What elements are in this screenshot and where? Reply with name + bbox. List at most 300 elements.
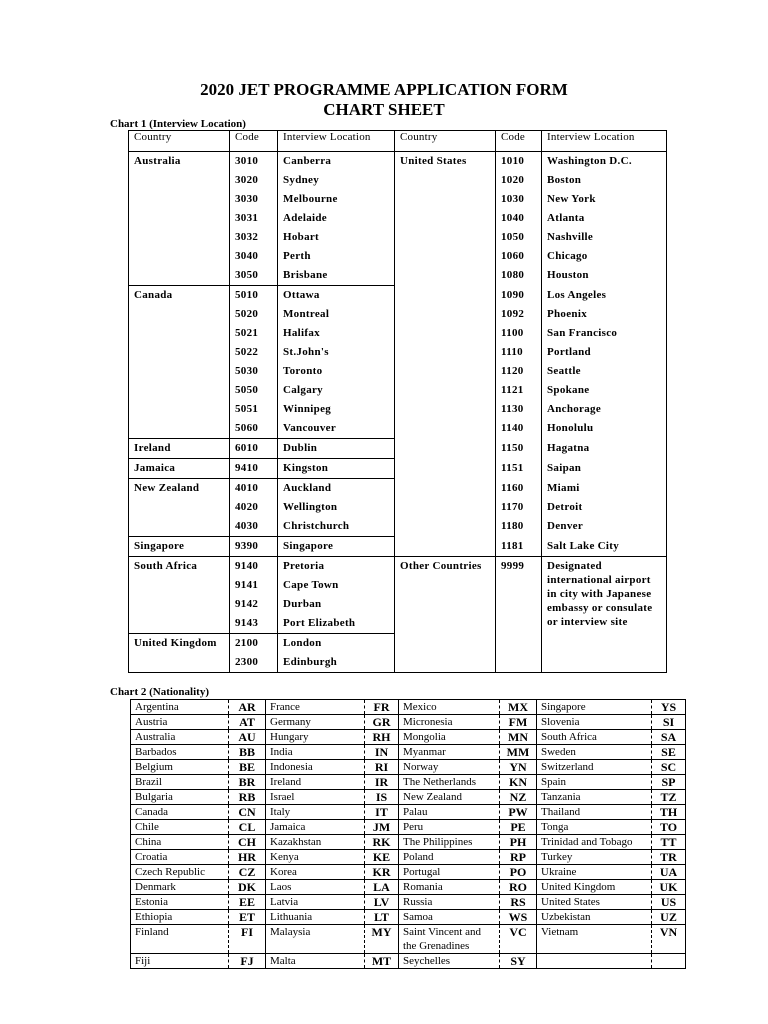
location-code: 3050: [230, 266, 278, 286]
location-code: 1020: [496, 171, 542, 190]
location-country: New Zealand: [129, 479, 230, 499]
nationality-country: Sweden: [537, 745, 652, 760]
location-country: [395, 537, 496, 557]
nationality-code: RK: [365, 835, 399, 850]
location-code: 1130: [496, 400, 542, 419]
location-country: Ireland: [129, 439, 230, 459]
location-code: 3010: [230, 152, 278, 172]
location-code: 5020: [230, 305, 278, 324]
nationality-code: FR: [365, 700, 399, 715]
nationality-code: BB: [229, 745, 266, 760]
location-code: 3020: [230, 171, 278, 190]
nationality-country: Poland: [399, 850, 500, 865]
nationality-country: Ukraine: [537, 865, 652, 880]
location-code: 1050: [496, 228, 542, 247]
nationality-code: PE: [500, 820, 537, 835]
nationality-code: SE: [652, 745, 686, 760]
location-code: 9142: [230, 595, 278, 614]
chart1-row: [129, 209, 667, 228]
nationality-country: Mexico: [399, 700, 500, 715]
nationality-code: LT: [365, 910, 399, 925]
location-code: 1170: [496, 498, 542, 517]
location-country: [395, 247, 496, 266]
nationality-country: Ireland: [266, 775, 365, 790]
location-city: Nashville: [542, 228, 667, 247]
nationality-country: Singapore: [537, 700, 652, 715]
location-country: [395, 324, 496, 343]
nationality-code: SP: [652, 775, 686, 790]
chart1-row: [129, 439, 667, 459]
nationality-country: Denmark: [131, 880, 229, 895]
nationality-country: Argentina: [131, 700, 229, 715]
location-country: [129, 498, 230, 517]
nationality-code: DK: [229, 880, 266, 895]
nationality-code: IT: [365, 805, 399, 820]
location-city: Houston: [542, 266, 667, 286]
chart1-row: [129, 228, 667, 247]
nationality-country: Portugal: [399, 865, 500, 880]
nationality-country: Israel: [266, 790, 365, 805]
nationality-code: UZ: [652, 910, 686, 925]
nationality-row: [131, 820, 686, 835]
location-city: New York: [542, 190, 667, 209]
nationality-code: EE: [229, 895, 266, 910]
nationality-country: Austria: [131, 715, 229, 730]
location-country: Singapore: [129, 537, 230, 557]
location-country: Canada: [129, 286, 230, 306]
location-country: [129, 228, 230, 247]
nationality-code: FI: [229, 925, 266, 954]
location-country: [395, 381, 496, 400]
location-code: 4030: [230, 517, 278, 537]
nationality-code: VN: [652, 925, 686, 954]
location-country: [395, 171, 496, 190]
chart1-row: [129, 381, 667, 400]
location-country: United States: [395, 152, 496, 172]
nationality-code: RO: [500, 880, 537, 895]
location-city: Boston: [542, 171, 667, 190]
nationality-country: France: [266, 700, 365, 715]
nationality-country: New Zealand: [399, 790, 500, 805]
location-code: 2100: [230, 634, 278, 654]
location-code: 3031: [230, 209, 278, 228]
nationality-country: Spain: [537, 775, 652, 790]
nationality-country: India: [266, 745, 365, 760]
nationality-row: [131, 745, 686, 760]
location-code: 3040: [230, 247, 278, 266]
nationality-code: TH: [652, 805, 686, 820]
nationality-country: Vietnam: [537, 925, 652, 954]
location-code: 5010: [230, 286, 278, 306]
location-country: [129, 576, 230, 595]
location-city: Auckland: [278, 479, 395, 499]
location-country: [395, 305, 496, 324]
nationality-code: VC: [500, 925, 537, 954]
location-country: [395, 286, 496, 306]
nationality-country: South Africa: [537, 730, 652, 745]
nationality-country: Italy: [266, 805, 365, 820]
chart1-row: [129, 419, 667, 439]
location-city: Wellington: [278, 498, 395, 517]
nationality-code: PW: [500, 805, 537, 820]
location-code: 1060: [496, 247, 542, 266]
nationality-code: GR: [365, 715, 399, 730]
location-city: Portland: [542, 343, 667, 362]
nationality-row: [131, 865, 686, 880]
chart1-row: [129, 362, 667, 381]
nationality-code: KE: [365, 850, 399, 865]
location-code: 9140: [230, 557, 278, 577]
nationality-code: BR: [229, 775, 266, 790]
location-code: 5030: [230, 362, 278, 381]
location-country: [395, 517, 496, 537]
nationality-code: BE: [229, 760, 266, 775]
nationality-code: MT: [365, 954, 399, 969]
nationality-country: Myanmar: [399, 745, 500, 760]
location-city: Anchorage: [542, 400, 667, 419]
location-country: [395, 209, 496, 228]
nationality-country: The Netherlands: [399, 775, 500, 790]
location-code: 4020: [230, 498, 278, 517]
location-city: Ottawa: [278, 286, 395, 306]
location-country: [129, 381, 230, 400]
nationality-code: RI: [365, 760, 399, 775]
location-country: [395, 343, 496, 362]
nationality-code: IR: [365, 775, 399, 790]
location-code: 9390: [230, 537, 278, 557]
nationality-country: Hungary: [266, 730, 365, 745]
nationality-code: TT: [652, 835, 686, 850]
nationality-code: WS: [500, 910, 537, 925]
nationality-country: Australia: [131, 730, 229, 745]
chart1-row: [129, 557, 667, 577]
nationality-code: SA: [652, 730, 686, 745]
nationality-code: AT: [229, 715, 266, 730]
chart1-row: [129, 498, 667, 517]
location-country: [129, 419, 230, 439]
nationality-country: Barbados: [131, 745, 229, 760]
nationality-code: RS: [500, 895, 537, 910]
nationality-country: Malta: [266, 954, 365, 969]
location-city: St.John's: [278, 343, 395, 362]
nationality-code: PO: [500, 865, 537, 880]
chart1-row: [129, 247, 667, 266]
nationality-country: Indonesia: [266, 760, 365, 775]
nationality-country: Korea: [266, 865, 365, 880]
nationality-code: CL: [229, 820, 266, 835]
nationality-country: Latvia: [266, 895, 365, 910]
location-country: Australia: [129, 152, 230, 172]
nationality-code: AR: [229, 700, 266, 715]
location-city: San Francisco: [542, 324, 667, 343]
document-title-line1: 2020 JET PROGRAMME APPLICATION FORM: [200, 80, 568, 99]
location-city: Winnipeg: [278, 400, 395, 419]
location-city: Saipan: [542, 459, 667, 479]
nationality-code: UK: [652, 880, 686, 895]
location-city: Hagatna: [542, 439, 667, 459]
nationality-code: MN: [500, 730, 537, 745]
nationality-code: UA: [652, 865, 686, 880]
document-title-line2: CHART SHEET: [323, 100, 445, 119]
nationality-country: Micronesia: [399, 715, 500, 730]
nationality-code: PH: [500, 835, 537, 850]
location-city: Canberra: [278, 152, 395, 172]
nationality-country: The Philippines: [399, 835, 500, 850]
nationality-code: FJ: [229, 954, 266, 969]
nationality-country: Tanzania: [537, 790, 652, 805]
nationality-country: Jamaica: [266, 820, 365, 835]
location-code: 6010: [230, 439, 278, 459]
location-city: Washington D.C.: [542, 152, 667, 172]
location-code: 1092: [496, 305, 542, 324]
location-code: 5050: [230, 381, 278, 400]
nationality-country: Ethiopia: [131, 910, 229, 925]
location-country: [395, 419, 496, 439]
nationality-country: Lithuania: [266, 910, 365, 925]
location-country: [129, 324, 230, 343]
nationality-code: TR: [652, 850, 686, 865]
location-code: 5060: [230, 419, 278, 439]
location-country: [129, 653, 230, 673]
nationality-country: Russia: [399, 895, 500, 910]
location-code: 1120: [496, 362, 542, 381]
nationality-country: Peru: [399, 820, 500, 835]
nationality-code: AU: [229, 730, 266, 745]
location-country: [129, 266, 230, 286]
chart2-label: Chart 2 (Nationality): [110, 686, 209, 698]
location-code: 1030: [496, 190, 542, 209]
nationality-country: Turkey: [537, 850, 652, 865]
location-country: [129, 190, 230, 209]
nationality-country: Finland: [131, 925, 229, 954]
location-code: 1090: [496, 286, 542, 306]
location-city: Perth: [278, 247, 395, 266]
location-city: Toronto: [278, 362, 395, 381]
nationality-country: Estonia: [131, 895, 229, 910]
chart1-row: [129, 400, 667, 419]
location-country: [395, 479, 496, 499]
location-city: Denver: [542, 517, 667, 537]
location-country: [129, 343, 230, 362]
location-city: London: [278, 634, 395, 654]
nationality-country: Malaysia: [266, 925, 365, 954]
chart1-label: Chart 1 (Interview Location): [110, 118, 246, 130]
chart1-row: [129, 324, 667, 343]
location-country: Other Countries: [395, 557, 496, 673]
location-code: 1140: [496, 419, 542, 439]
nationality-code: [652, 954, 686, 969]
nationality-code: RP: [500, 850, 537, 865]
nationality-row: [131, 775, 686, 790]
nationality-code: CZ: [229, 865, 266, 880]
location-code: 1150: [496, 439, 542, 459]
nationality-code: RB: [229, 790, 266, 805]
location-city: Pretoria: [278, 557, 395, 577]
chart1-row: [129, 266, 667, 286]
location-country: Jamaica: [129, 459, 230, 479]
chart1-row: [129, 343, 667, 362]
nationality-row: [131, 805, 686, 820]
nationality-country: Thailand: [537, 805, 652, 820]
nationality-country: Seychelles: [399, 954, 500, 969]
nationality-country: Mongolia: [399, 730, 500, 745]
nationality-country: Czech Republic: [131, 865, 229, 880]
location-city: Chicago: [542, 247, 667, 266]
location-code: 9141: [230, 576, 278, 595]
nationality-code: FM: [500, 715, 537, 730]
nationality-country: Slovenia: [537, 715, 652, 730]
location-country: [129, 247, 230, 266]
chart1-row: [129, 537, 667, 557]
nationality-row: [131, 715, 686, 730]
nationality-code: YS: [652, 700, 686, 715]
location-code: 9143: [230, 614, 278, 634]
nationality-code: TZ: [652, 790, 686, 805]
location-code: 1151: [496, 459, 542, 479]
location-city: Calgary: [278, 381, 395, 400]
nationality-code: HR: [229, 850, 266, 865]
location-city: Edinburgh: [278, 653, 395, 673]
nationality-country: Palau: [399, 805, 500, 820]
chart1-row: [129, 171, 667, 190]
nationality-country: Saint Vincent and the Grenadines: [399, 925, 500, 954]
location-city: Phoenix: [542, 305, 667, 324]
chart1-row: [129, 286, 667, 306]
location-city: Designated international airport in city with Japanese embassy or consulate or interview site: [542, 557, 667, 673]
chart1-row: [129, 190, 667, 209]
location-city: Salt Lake City: [542, 537, 667, 557]
nationality-country: Bulgaria: [131, 790, 229, 805]
nationality-country: Chile: [131, 820, 229, 835]
nationality-code: US: [652, 895, 686, 910]
header-country-left: Country: [129, 131, 230, 152]
nationality-row: [131, 954, 686, 969]
location-city: Atlanta: [542, 209, 667, 228]
nationality-code: IN: [365, 745, 399, 760]
location-city: Christchurch: [278, 517, 395, 537]
nationality-code: LA: [365, 880, 399, 895]
nationality-code: JM: [365, 820, 399, 835]
nationality-row: [131, 700, 686, 715]
nationality-code: CN: [229, 805, 266, 820]
header-country-right: Country: [395, 131, 496, 152]
nationality-country: [537, 954, 652, 969]
nationality-country: Canada: [131, 805, 229, 820]
nationality-country: Tonga: [537, 820, 652, 835]
location-city: Detroit: [542, 498, 667, 517]
nationality-country: Croatia: [131, 850, 229, 865]
chart1-row: [129, 479, 667, 499]
nationality-row: [131, 835, 686, 850]
location-city: Spokane: [542, 381, 667, 400]
location-city: Durban: [278, 595, 395, 614]
nationality-country: Fiji: [131, 954, 229, 969]
nationality-row: [131, 850, 686, 865]
location-city: Cape Town: [278, 576, 395, 595]
location-code: 9410: [230, 459, 278, 479]
location-code: 1160: [496, 479, 542, 499]
location-country: [395, 266, 496, 286]
nationality-code: SI: [652, 715, 686, 730]
location-country: [129, 305, 230, 324]
nationality-code: YN: [500, 760, 537, 775]
location-code: 9999: [496, 557, 542, 673]
nationality-country: Samoa: [399, 910, 500, 925]
nationality-table: [130, 699, 686, 969]
nationality-code: KR: [365, 865, 399, 880]
nationality-code: LV: [365, 895, 399, 910]
nationality-country: Brazil: [131, 775, 229, 790]
header-code-left: Code: [230, 131, 278, 152]
location-city: Port Elizabeth: [278, 614, 395, 634]
nationality-code: NZ: [500, 790, 537, 805]
chart1-row: [129, 517, 667, 537]
location-country: [129, 614, 230, 634]
nationality-code: RH: [365, 730, 399, 745]
nationality-row: [131, 730, 686, 745]
nationality-country: Germany: [266, 715, 365, 730]
location-code: 5021: [230, 324, 278, 343]
header-location-left: Interview Location: [278, 131, 395, 152]
nationality-country: Romania: [399, 880, 500, 895]
chart1-row: [129, 459, 667, 479]
nationality-country: Kazakhstan: [266, 835, 365, 850]
location-city: Los Angeles: [542, 286, 667, 306]
location-city: Halifax: [278, 324, 395, 343]
nationality-country: United Kingdom: [537, 880, 652, 895]
location-code: 1040: [496, 209, 542, 228]
chart1-row: [129, 305, 667, 324]
nationality-country: Switzerland: [537, 760, 652, 775]
location-country: [129, 400, 230, 419]
location-code: 1181: [496, 537, 542, 557]
location-country: [395, 228, 496, 247]
location-code: 1121: [496, 381, 542, 400]
nationality-row: [131, 790, 686, 805]
location-city: Montreal: [278, 305, 395, 324]
nationality-code: IS: [365, 790, 399, 805]
location-city: Brisbane: [278, 266, 395, 286]
nationality-country: China: [131, 835, 229, 850]
nationality-country: Norway: [399, 760, 500, 775]
location-city: Seattle: [542, 362, 667, 381]
location-city: Vancouver: [278, 419, 395, 439]
nationality-code: MX: [500, 700, 537, 715]
nationality-code: CH: [229, 835, 266, 850]
location-country: [129, 171, 230, 190]
nationality-code: TO: [652, 820, 686, 835]
header-location-right: Interview Location: [542, 131, 667, 152]
nationality-row: [131, 910, 686, 925]
location-code: 5051: [230, 400, 278, 419]
location-code: 4010: [230, 479, 278, 499]
location-code: 3032: [230, 228, 278, 247]
location-city: Honolulu: [542, 419, 667, 439]
location-country: [129, 517, 230, 537]
nationality-row: [131, 880, 686, 895]
nationality-row: [131, 760, 686, 775]
location-city: Miami: [542, 479, 667, 499]
nationality-code: MY: [365, 925, 399, 954]
chart1-row: [129, 152, 667, 172]
location-city: Hobart: [278, 228, 395, 247]
location-country: [395, 190, 496, 209]
nationality-country: Trinidad and Tobago: [537, 835, 652, 850]
nationality-code: KN: [500, 775, 537, 790]
nationality-code: SC: [652, 760, 686, 775]
nationality-country: United States: [537, 895, 652, 910]
location-code: 1110: [496, 343, 542, 362]
